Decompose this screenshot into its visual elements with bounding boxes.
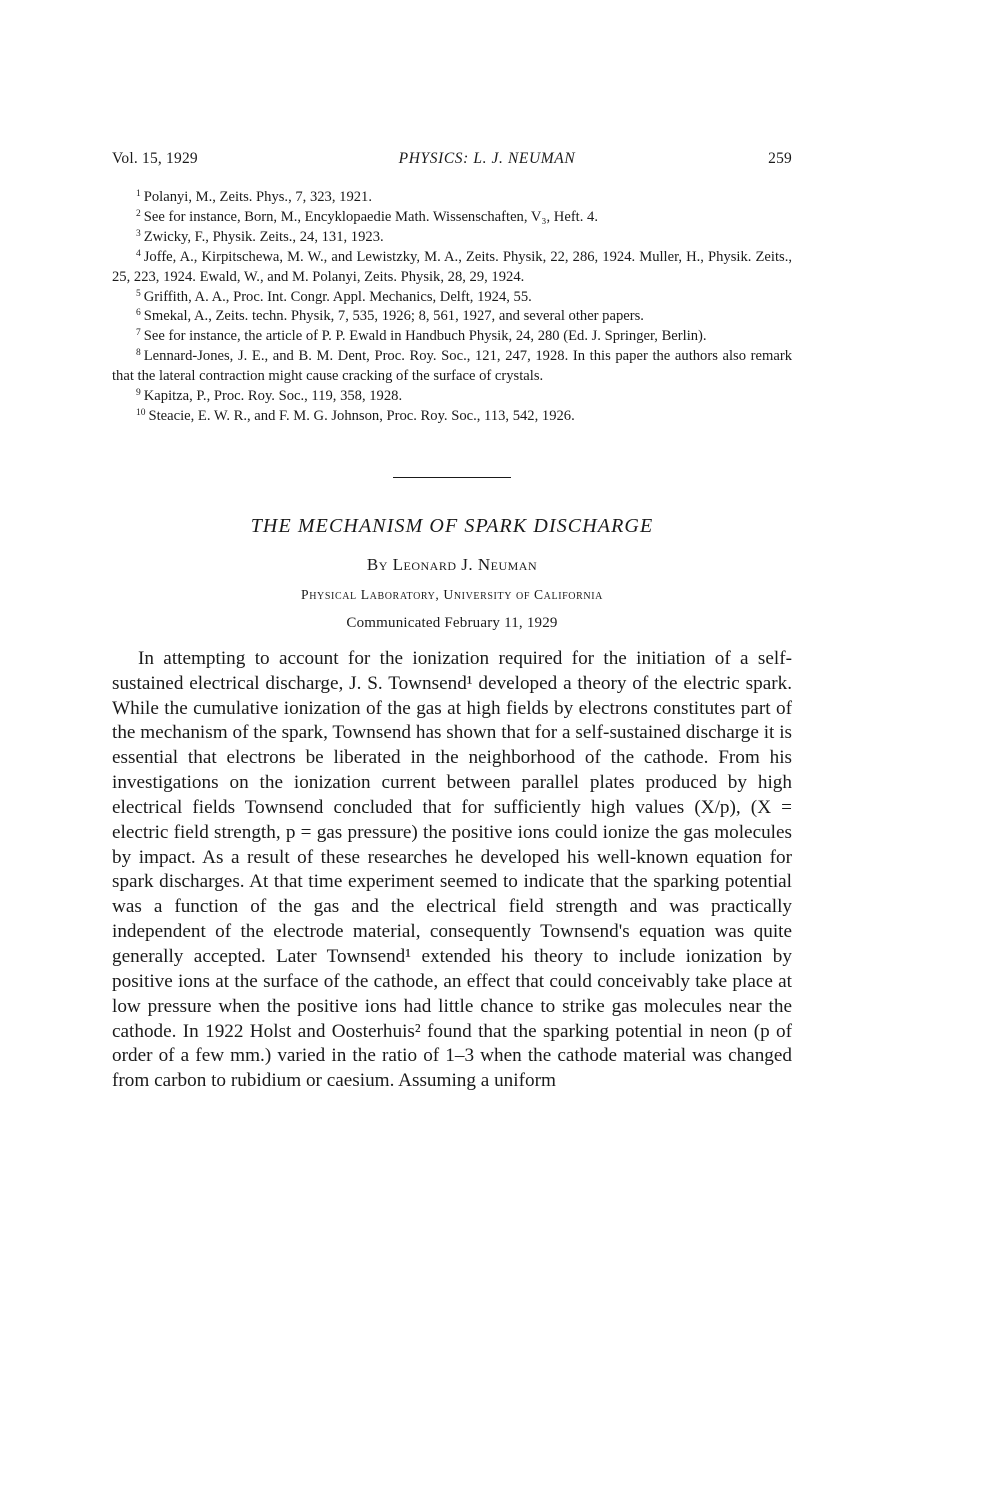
footnote <box>112 208 792 228</box>
running-head <box>112 150 792 168</box>
footnote <box>112 327 792 347</box>
footnote-text: Griffith, A. A., Proc. Int. Congr. Appl. Mechanics, Delft, 1924, 55. <box>143 288 532 305</box>
footnote <box>112 228 792 248</box>
footnote-text: Polanyi, M., Zeits. Phys., 7, 323, 1921. <box>143 189 372 205</box>
section-divider <box>393 477 511 478</box>
footnote-text: Lennard-Jones, J. E., and B. M. Dent, Proc. Roy. Soc., 121, 247, 1928. In this paper the authors also remark that the lateral contraction might cause cracking of the surface of crystals. <box>112 348 792 385</box>
footnote <box>112 288 792 308</box>
footnote <box>112 248 792 288</box>
footnote <box>112 347 792 387</box>
footnote-number: 9 <box>136 388 141 399</box>
page-number: 259 <box>768 150 792 167</box>
footnote-text: Zwicky, F., Physik. Zeits., 24, 131, 1923. <box>143 228 384 245</box>
footnote-number: 10 <box>136 407 146 418</box>
article-body <box>112 647 792 1094</box>
journal-page <box>112 150 792 1094</box>
footnote-number: 6 <box>136 308 141 319</box>
volume-year: Vol. 15, 1929 <box>112 150 198 167</box>
footnote-number: 3 <box>136 228 141 239</box>
footnote-number: 1 <box>136 189 141 199</box>
footnote-text: Kapitza, P., Proc. Roy. Soc., 119, 358, 1928. <box>143 388 403 405</box>
communicated-date: Communicated February 11, 1929 <box>346 614 558 631</box>
footnote-number: 5 <box>136 288 141 299</box>
footnote <box>112 387 792 407</box>
footnote <box>112 188 792 208</box>
footnote-text: See for instance, the article of P. P. Ewald in Handbuch Physik, 24, 280 (Ed. J. Springer, Berlin). <box>143 328 707 345</box>
footnote-number: 4 <box>136 248 141 259</box>
author-affiliation: Physical Laboratory, University of California <box>301 586 603 602</box>
article-author: By Leonard J. Neuman <box>366 554 538 574</box>
footnote <box>112 307 792 327</box>
footnotes <box>112 188 792 427</box>
footnote-number: 8 <box>136 348 141 359</box>
footnote-text: See for instance, Born, M., Encyklopaedie Math. Wissenschaften, V₃, Heft. 4. <box>143 208 598 225</box>
body-paragraph: In attempting to account for the ionization required for the initiation of a self-sustained electrical discharge, J. S. Townsend¹ developed a theory of the electric spark. While the cumulative ionization of the gas at high fields by electrons constitutes part of the mechanism of the spark, Townsend has shown that for a self-sustained discharge it is essential that electrons be liberated in the neighborhood of the cathode. From his investigations on the ionization current between parallel plates produced by high electrical fields Townsend concluded that for sufficiently high values (X/p), (X = electric field strength, p = gas pressure) the positive ions could ionize the gas molecules by impact. As a result of these researches he developed his well-known equation for spark discharges. At that time experiment seemed to indicate that the sparking potential was a function of the gas and the electrical field strength and was practically independent of the electrode material, consequently Townsend's equation was quite generally accepted. Later Townsend¹ extended his theory to include ionization by positive ions at the surface of the cathode, an effect that could conceivably take place at low pressure when the positive ions had little chance to strike gas molecules near the cathode. In 1922 Holst and Oosterhuis² found that the sparking potential in neon (p of order of a few mm.) varied in the ratio of 1–3 when the cathode material was changed from carbon to rubidium or caesium. Assuming a uniform <box>112 647 792 1092</box>
footnote-text: Smekal, A., Zeits. techn. Physik, 7, 535, 1926; 8, 561, 1927, and several other papers. <box>143 308 644 325</box>
footnote-number: 7 <box>136 328 141 339</box>
footnote <box>112 407 792 427</box>
footnote-number: 2 <box>136 208 141 219</box>
footnote-text: Joffe, A., Kirpitschewa, M. W., and Lewistzky, M. A., Zeits. Physik, 22, 286, 1924. Muller, H., Physik. Zeits., 25, 223, 1924. Ewald, W., and M. Polanyi, Zeits. Physik, 28, 29, 1924. <box>112 248 792 285</box>
section-author-head: PHYSICS: L. J. NEUMAN <box>398 150 576 167</box>
article-title: THE MECHANISM OF SPARK DISCHARGE <box>250 514 654 537</box>
footnote-text: Steacie, E. W. R., and F. M. G. Johnson, Proc. Roy. Soc., 113, 542, 1926. <box>148 407 575 424</box>
